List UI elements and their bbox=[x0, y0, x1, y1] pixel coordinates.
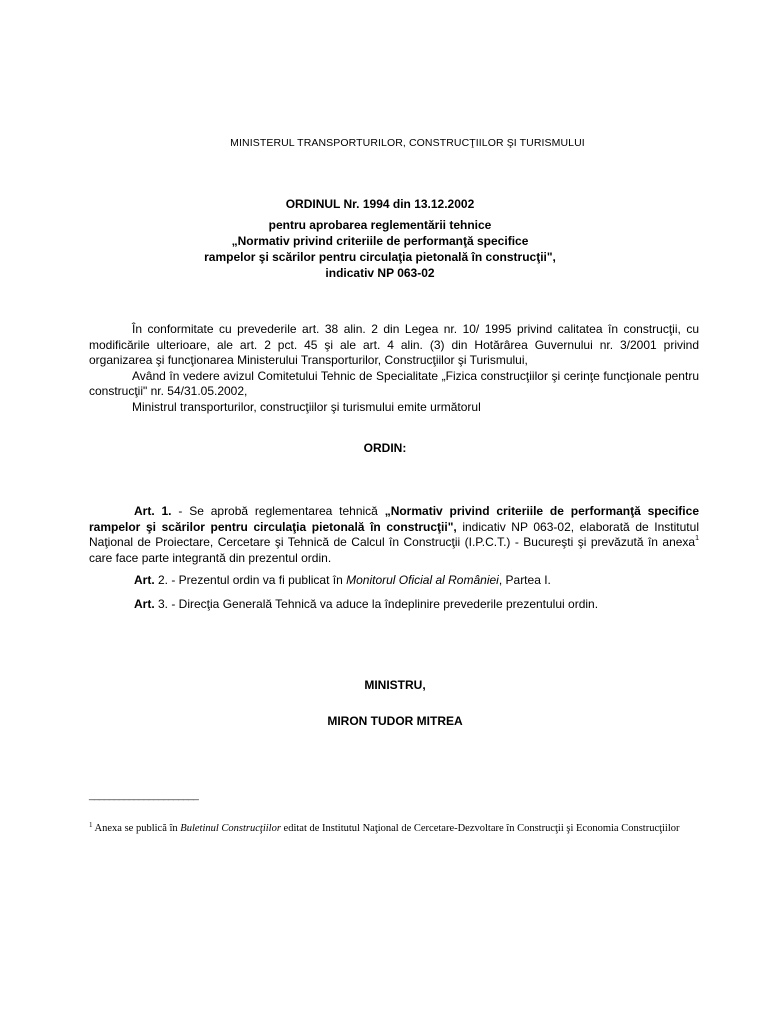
ministry-header: MINISTERUL TRANSPORTURILOR, CONSTRUCŢIILOR ŞI TURISMULUI bbox=[230, 137, 585, 149]
order-number-line: ORDINUL Nr. 1994 din 13.12.2002 bbox=[285, 197, 475, 211]
order-subject-line: rampelor şi scărilor pentru circulaţia pietonală în construcţii", bbox=[204, 250, 556, 264]
article-label: Art. bbox=[134, 596, 155, 611]
article-label: Art. bbox=[134, 573, 155, 587]
footnote-text: Anexa se publică în bbox=[92, 823, 181, 834]
footnote-text: editat de Institutul Naţional de Cercetare-Dezvoltare în Construcţii şi Economia Construcţiilor bbox=[280, 823, 680, 834]
article-1 bbox=[89, 504, 699, 566]
footnote-ref: 1 bbox=[695, 535, 699, 542]
article-label: Art. 1. bbox=[134, 504, 172, 518]
articles bbox=[89, 504, 699, 612]
order-subject-line: „Normativ privind criteriile de performanţă specifice bbox=[231, 234, 529, 248]
footnote bbox=[89, 822, 701, 836]
article-3 bbox=[89, 597, 699, 613]
order-title-block bbox=[0, 196, 760, 281]
article-2 bbox=[89, 573, 699, 589]
footnote-number: 1 bbox=[89, 821, 93, 829]
footnote-italic: Buletinul Construcţiilor bbox=[180, 823, 281, 834]
preamble-paragraph: Ministrul transporturilor, construcţiilor şi turismului emite următorul bbox=[132, 399, 481, 414]
signature-role: MINISTRU, bbox=[364, 678, 426, 692]
article-text: 2. - Prezentul ordin va fi publicat în bbox=[154, 573, 347, 587]
signature-name: MIRON TUDOR MITREA bbox=[327, 714, 463, 728]
preamble bbox=[89, 322, 699, 415]
preamble-paragraph: Având în vedere avizul Comitetului Tehnic de Specialitate „Fizica construcţiilor şi cerinţe funcţionale pentru construcţii" nr. 54/31.05.2002, bbox=[89, 368, 699, 398]
article-text: indicativ NP 063-02, elaborată de Institutul Naţional de Proiectare, Cercetare şi Tehnică de Calcul în Construcţii (I.P.C.T.) - Bucureşti şi prevăzută în anexa bbox=[89, 519, 699, 549]
article-bold-title: „Normativ privind criteriile de performanţă specifice rampelor şi scărilor pentru circulaţia pietonală în construcţii", bbox=[89, 504, 699, 534]
ordin-heading: ORDIN: bbox=[363, 441, 407, 455]
footnote-separator: ______________________ bbox=[89, 790, 199, 801]
preamble-paragraph: În conformitate cu prevederile art. 38 alin. 2 din Legea nr. 10/ 1995 privind calitatea în construcţii, cu modificările ulterioare, ale art. 2 pct. 45 şi ale art. 4 alin. (3) din Hotărârea Guvernului nr. 3/2001 privind organizarea şi funcţionarea Ministerului Transporturilor, Construcţiilor şi Turismului, bbox=[89, 322, 699, 367]
article-italic: Monitorul Oficial al României bbox=[346, 573, 499, 587]
order-subject-line: pentru aprobarea reglementării tehnice bbox=[268, 218, 492, 232]
article-text: 3. - Direcţia Generală Tehnică va aduce la îndeplinire prevederile prezentului ordin. bbox=[154, 596, 599, 611]
article-text: - Se aprobă reglementarea tehnică bbox=[171, 504, 385, 518]
article-text: , Partea I. bbox=[498, 573, 551, 587]
article-text: care face parte integrantă din prezentul ordin. bbox=[89, 550, 332, 565]
order-indicativ-line: indicativ NP 063-02 bbox=[325, 266, 435, 280]
